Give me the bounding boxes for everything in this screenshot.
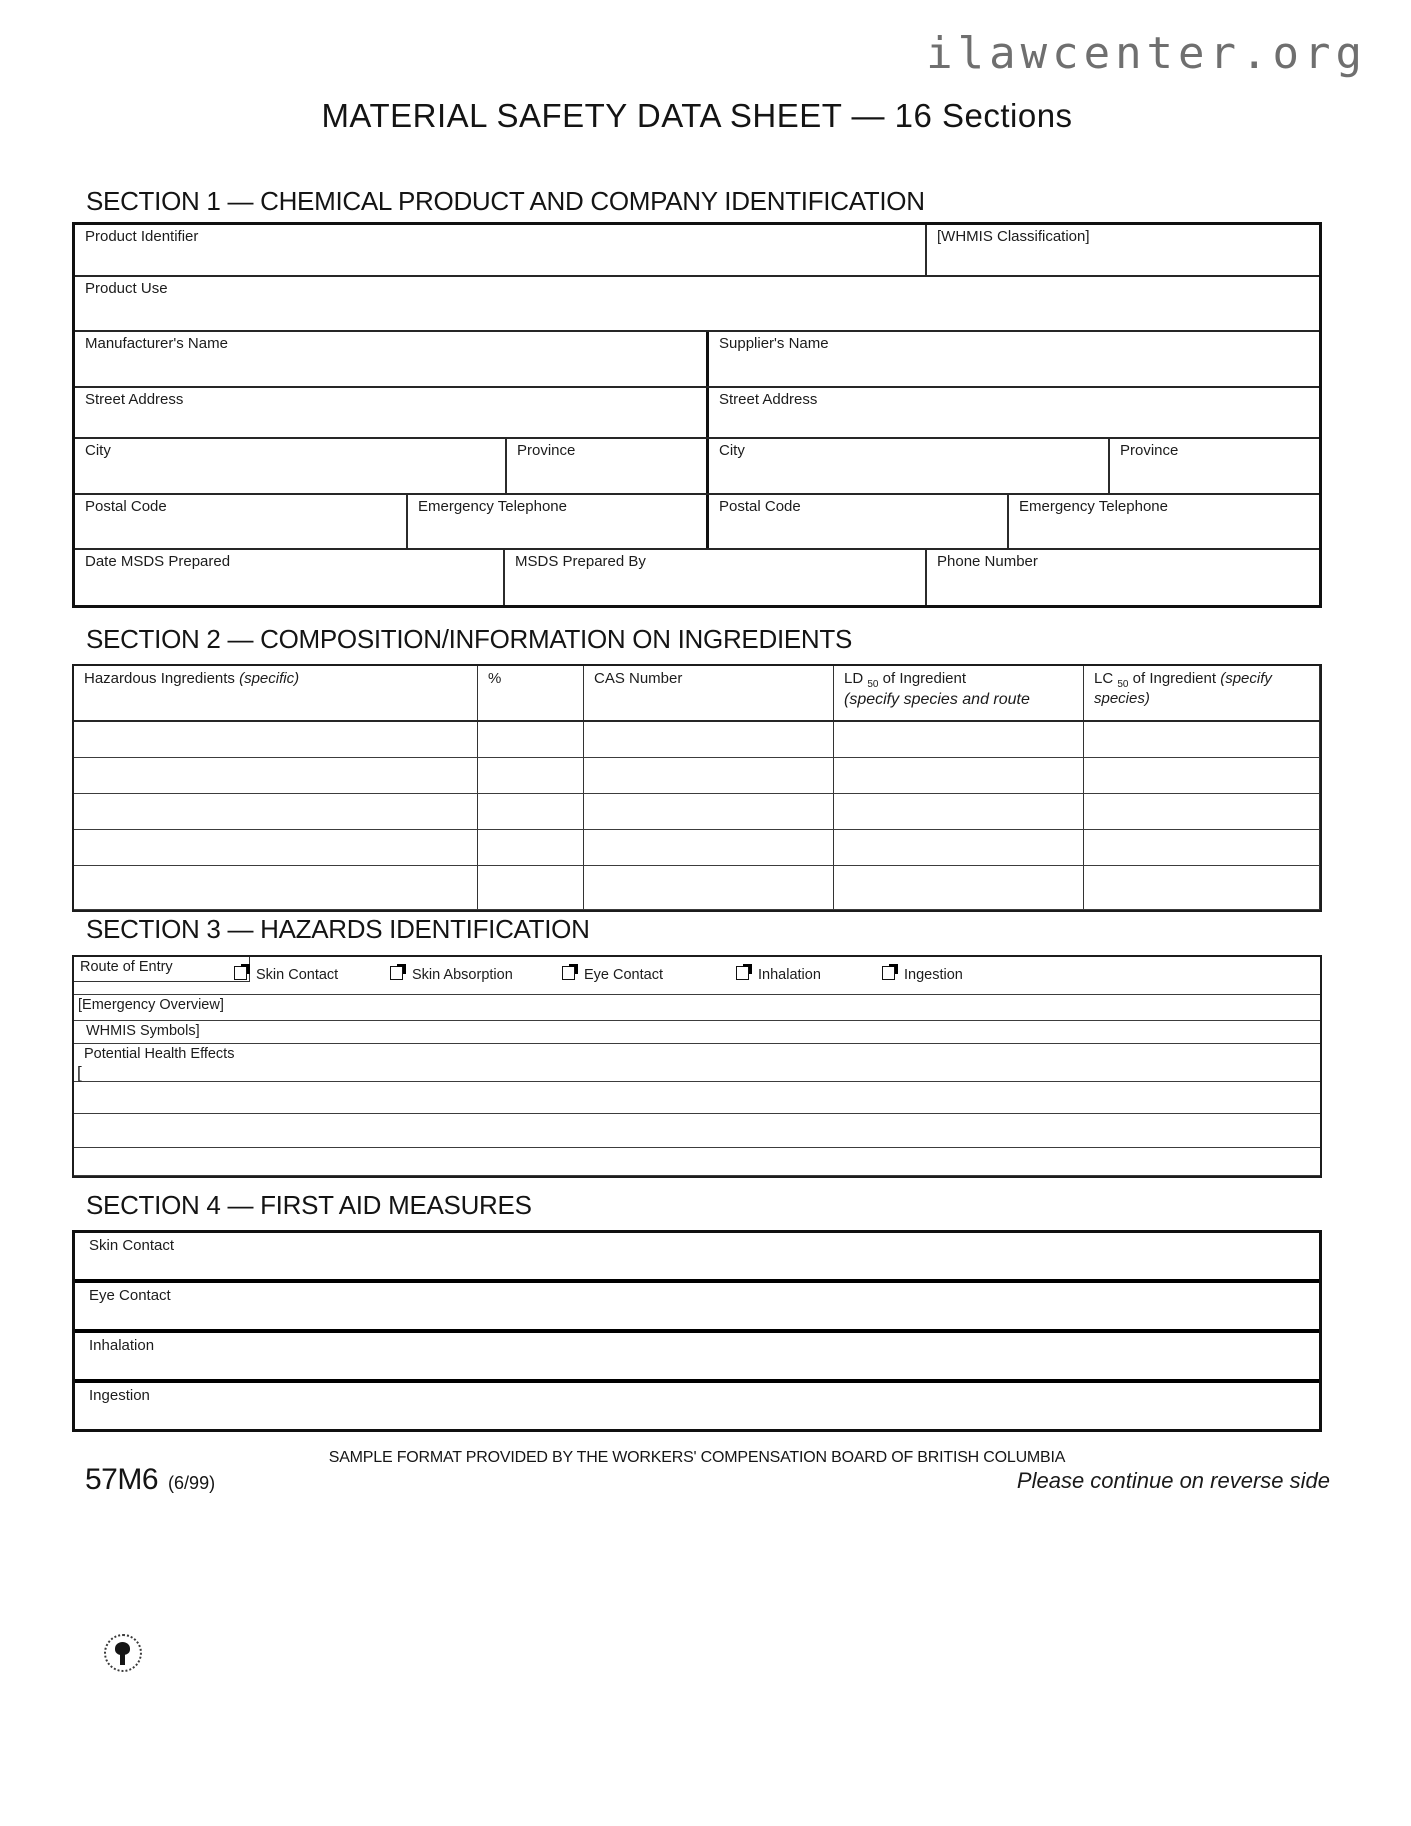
field-label: Postal Code bbox=[719, 498, 801, 515]
field-manufacturer-name[interactable] bbox=[75, 332, 709, 386]
field-city-manufacturer[interactable] bbox=[75, 439, 507, 493]
ingredients-header-row bbox=[74, 666, 1320, 722]
field-postal-code-supplier[interactable] bbox=[709, 495, 1009, 548]
section3-table bbox=[72, 955, 1322, 1178]
form-number-text: 57M6 bbox=[85, 1463, 159, 1496]
ingredient-cell[interactable] bbox=[834, 722, 1084, 757]
row-street-address bbox=[75, 388, 1319, 439]
field-label: Street Address bbox=[85, 391, 184, 408]
field-postal-code-manufacturer[interactable] bbox=[75, 495, 408, 548]
checkbox-icon[interactable] bbox=[736, 966, 749, 980]
stray-bracket: [ bbox=[77, 1063, 82, 1082]
watermark: ilawcenter.org bbox=[926, 28, 1367, 79]
column-label: LC $_{50}$ of Ingredient (specify species) bbox=[1094, 670, 1272, 707]
column-label: LD $_{50}$ of Ingredient bbox=[844, 670, 967, 690]
ingredient-cell[interactable] bbox=[1084, 758, 1320, 793]
ingredient-cell[interactable] bbox=[584, 830, 834, 865]
field-label: Emergency Telephone bbox=[418, 498, 567, 515]
column-label: Hazardous Ingredients (specific) bbox=[84, 670, 300, 687]
ingredient-cell[interactable] bbox=[1084, 830, 1320, 865]
ingredient-row bbox=[74, 794, 1320, 830]
field-label: Product Use bbox=[85, 280, 168, 297]
field-label: Ingestion bbox=[89, 1387, 150, 1404]
field-first-aid-eye-contact[interactable] bbox=[75, 1283, 1319, 1333]
section1-table bbox=[72, 222, 1322, 608]
section2-heading: SECTION 2 — COMPOSITION/INFORMATION ON INGREDIENTS bbox=[86, 624, 853, 654]
column-label: CAS Number bbox=[594, 670, 683, 687]
route-of-entry-row bbox=[74, 957, 1320, 995]
row-product-use bbox=[75, 277, 1319, 332]
health-effects-empty-row[interactable] bbox=[74, 1082, 1320, 1114]
ingredient-cell[interactable] bbox=[834, 830, 1084, 865]
ingredient-cell[interactable] bbox=[74, 866, 478, 909]
checkbox-ingestion[interactable]: Ingestion bbox=[882, 966, 963, 984]
field-label: Manufacturer's Name bbox=[85, 335, 228, 352]
col-hazardous-ingredients bbox=[74, 666, 478, 720]
row-product-identifier bbox=[75, 225, 1319, 277]
route-of-entry-label-cell bbox=[74, 957, 250, 982]
field-msds-prepared-by[interactable] bbox=[505, 550, 927, 605]
field-label: Skin Contact bbox=[89, 1237, 175, 1254]
checkbox-icon[interactable] bbox=[882, 966, 895, 980]
field-emergency-overview[interactable] bbox=[74, 995, 1320, 1021]
sample-format-note: SAMPLE FORMAT PROVIDED BY THE WORKERS' COMPENSATION BOARD OF BRITISH COLUMBIA bbox=[328, 1449, 1066, 1466]
continue-note: Please continue on reverse side bbox=[1016, 1468, 1330, 1493]
ingredient-cell[interactable] bbox=[74, 794, 478, 829]
field-label: Date MSDS Prepared bbox=[85, 553, 231, 570]
field-date-msds-prepared[interactable] bbox=[75, 550, 505, 605]
ingredient-cell[interactable] bbox=[584, 722, 834, 757]
field-product-identifier[interactable] bbox=[75, 225, 927, 275]
section2-table bbox=[72, 664, 1322, 912]
ingredient-cell[interactable] bbox=[584, 758, 834, 793]
field-label: City bbox=[85, 442, 111, 459]
column-label: % bbox=[488, 670, 502, 687]
field-province-manufacturer[interactable] bbox=[507, 439, 709, 493]
row-names bbox=[75, 332, 1319, 388]
ingredient-cell[interactable] bbox=[74, 830, 478, 865]
ingredient-row bbox=[74, 758, 1320, 794]
ingredient-cell[interactable] bbox=[478, 758, 584, 793]
field-city-supplier[interactable] bbox=[709, 439, 1110, 493]
checkbox-icon[interactable] bbox=[390, 966, 403, 980]
ingredient-cell[interactable] bbox=[834, 794, 1084, 829]
checkbox-skin-absorption[interactable]: Skin Absorption bbox=[390, 966, 513, 984]
ingredient-cell[interactable] bbox=[1084, 866, 1320, 909]
field-emergency-telephone-manufacturer[interactable] bbox=[408, 495, 709, 548]
field-province-supplier[interactable] bbox=[1110, 439, 1319, 493]
ingredient-row bbox=[74, 722, 1320, 758]
col-percent bbox=[478, 666, 584, 720]
section4-table bbox=[72, 1230, 1322, 1432]
field-label: [WHMIS Classification] bbox=[937, 228, 1090, 245]
section4-heading: SECTION 4 — FIRST AID MEASURES bbox=[86, 1190, 532, 1220]
field-label: Inhalation bbox=[89, 1337, 155, 1354]
health-effects-empty-row[interactable] bbox=[74, 1148, 1320, 1176]
field-street-address-supplier[interactable] bbox=[709, 388, 1319, 437]
ingredient-cell[interactable] bbox=[478, 722, 584, 757]
field-potential-health-effects[interactable] bbox=[74, 1044, 1320, 1082]
field-label: Emergency Telephone bbox=[1019, 498, 1168, 515]
ingredient-cell[interactable] bbox=[584, 866, 834, 909]
checkbox-inhalation[interactable]: Inhalation bbox=[736, 966, 821, 984]
field-first-aid-inhalation[interactable] bbox=[75, 1333, 1319, 1383]
field-label: Product Identifier bbox=[85, 228, 199, 245]
col-ld50 bbox=[834, 666, 1084, 720]
section3-heading: SECTION 3 — HAZARDS IDENTIFICATION bbox=[86, 914, 590, 944]
row-msds-prepared bbox=[75, 550, 1319, 605]
ingredient-cell[interactable] bbox=[478, 794, 584, 829]
col-lc50 bbox=[1084, 666, 1320, 720]
column-label-italic: (specify species and route bbox=[844, 691, 1030, 708]
field-label: Route of Entry bbox=[80, 959, 173, 975]
field-first-aid-ingestion[interactable] bbox=[75, 1383, 1319, 1429]
field-label: Phone Number bbox=[937, 553, 1038, 570]
field-label: MSDS Prepared By bbox=[515, 553, 646, 570]
field-product-use[interactable] bbox=[75, 277, 1319, 330]
field-label: Eye Contact bbox=[89, 1287, 171, 1304]
ingredient-cell[interactable] bbox=[834, 758, 1084, 793]
col-cas-number bbox=[584, 666, 834, 720]
checkbox-skin-contact[interactable]: Skin Contact bbox=[234, 966, 338, 984]
ingredient-row bbox=[74, 830, 1320, 866]
form-number bbox=[85, 1463, 215, 1497]
field-first-aid-skin-contact[interactable] bbox=[75, 1233, 1319, 1283]
field-label: WHMIS Symbols] bbox=[86, 1023, 200, 1039]
field-label: Province bbox=[517, 442, 576, 459]
row-postal-emergency bbox=[75, 495, 1319, 550]
field-whmis-symbols[interactable] bbox=[74, 1021, 1320, 1044]
field-label: [Emergency Overview] bbox=[78, 997, 224, 1013]
checkbox-icon[interactable] bbox=[234, 966, 247, 980]
health-effects-empty-row[interactable] bbox=[74, 1114, 1320, 1148]
ingredient-cell[interactable] bbox=[834, 866, 1084, 909]
ingredient-cell[interactable] bbox=[478, 866, 584, 909]
field-label: Street Address bbox=[719, 391, 818, 408]
field-label: Province bbox=[1120, 442, 1179, 459]
field-label: Postal Code bbox=[85, 498, 167, 515]
ingredient-cell[interactable] bbox=[584, 794, 834, 829]
field-whmis-classification[interactable] bbox=[927, 225, 1319, 275]
section1-heading: SECTION 1 — CHEMICAL PRODUCT AND COMPANY IDENTIFICATION bbox=[86, 186, 925, 216]
ingredient-cell[interactable] bbox=[1084, 722, 1320, 757]
field-phone-number[interactable] bbox=[927, 550, 1319, 605]
field-label: Supplier's Name bbox=[719, 335, 829, 352]
field-supplier-name[interactable] bbox=[709, 332, 1319, 386]
page-title: MATERIAL SAFETY DATA SHEET — 16 Sections bbox=[321, 97, 1073, 134]
ingredient-cell[interactable] bbox=[74, 722, 478, 757]
printers-union-bug-logo bbox=[104, 1634, 142, 1672]
ingredient-row bbox=[74, 866, 1320, 910]
ingredient-cell[interactable] bbox=[74, 758, 478, 793]
checkbox-eye-contact[interactable]: Eye Contact bbox=[562, 966, 663, 984]
field-street-address-manufacturer[interactable] bbox=[75, 388, 709, 437]
checkbox-icon[interactable] bbox=[562, 966, 575, 980]
field-label: Potential Health Effects bbox=[84, 1046, 235, 1062]
ingredient-cell[interactable] bbox=[1084, 794, 1320, 829]
row-city-province bbox=[75, 439, 1319, 495]
ingredient-cell[interactable] bbox=[478, 830, 584, 865]
form-revision: (6/99) bbox=[168, 1473, 216, 1493]
field-label: City bbox=[719, 442, 745, 459]
field-emergency-telephone-supplier[interactable] bbox=[1009, 495, 1319, 548]
